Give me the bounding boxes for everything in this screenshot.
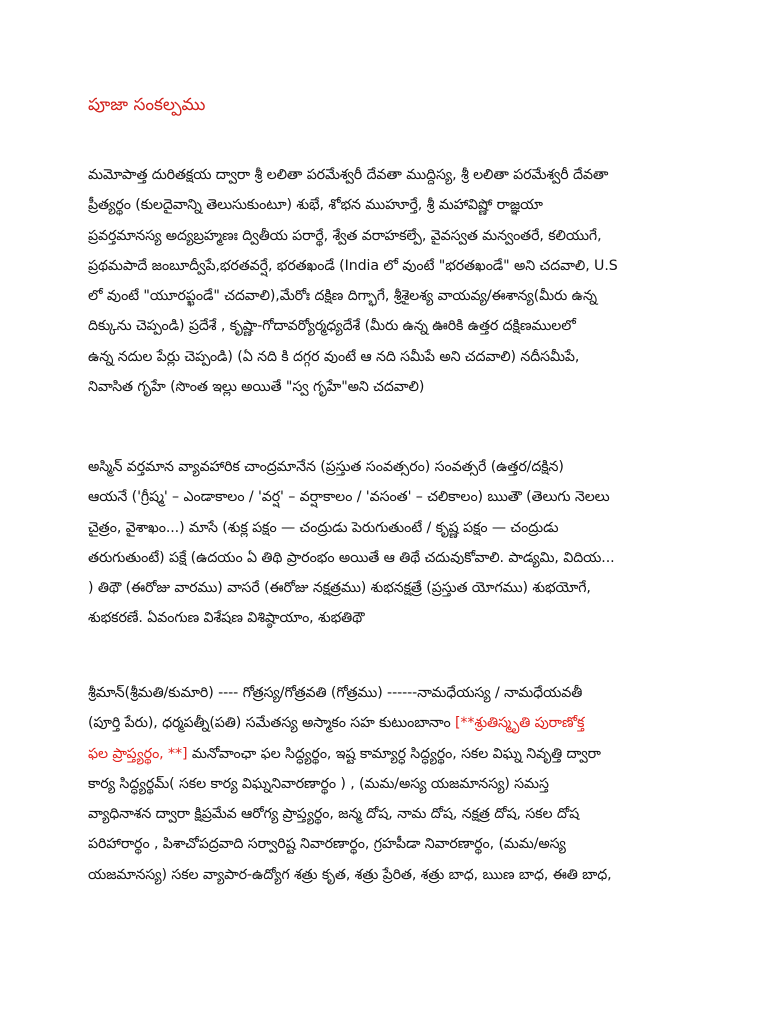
text-line: ప్రీత్యర్థం (కులదైవాన్ని తెలుసుకుంటూ) శుభే, శోభన ముహూర్తే, శ్రీ మహావిష్ణో రాజ్ఞయా (88, 197, 543, 214)
text-line (88, 769, 698, 799)
text-segment: పరిహారార్థం , పిశాచోపద్రవాది సర్వారిష్ట నివారణార్థం, గ్రహపీడా నివారణార్థం, (మమ/అస్య (88, 836, 566, 853)
text-line: తరుగుతుంటే) పక్షే (ఉదయం ఏ తిథి ప్రారంభం అయితే ఆ తిథే చదువుకోవాలి. పాడ్యమి, విదియ... (88, 549, 615, 566)
text-line (88, 739, 698, 769)
text-line: లో వుంటే "యూరప్ఖండే" చదవాలి),మేరోః దక్షిణ దిగ్భాగే, శ్రీశైలశ్య వాయవ్య/ఈశాన్య(మీరు ఉన్న (88, 288, 597, 305)
text-line (88, 829, 698, 859)
paragraph-2 (88, 452, 698, 634)
text-line: ప్రథమపాదే జంబూద్వీపే,భరతవర్షే, భరతఖండే (India లో వుంటే "భరతఖండే" అని చదవాలి, U.S (88, 257, 618, 274)
paragraph-3 (88, 678, 698, 890)
text-line: ప్రవర్తమానస్య అద్యబ్రహ్మణః ద్వితీయ పరార్థే, శ్వేత వరాహకల్పే, వైవస్వత మన్వంతరే, కలియుగే, (88, 227, 602, 244)
text-segment: మనోవాంఛా ఫల సిద్ధ్యర్థం, ఇష్ట కామ్యార్ధ సిద్ధ్యర్థం, సకల విఘ్న నివృత్తి ద్వారా (191, 745, 601, 762)
text-line: మమోపాత్త దురితక్షయ ద్వారా శ్రీ లలితా పరమేశ్వరీ దేవతా ముద్దిస్య, శ్రీ లలితా పరమేశ్వరీ దేవతా (88, 167, 609, 183)
text-line: ఆయనే ('గ్రీష్మ' – ఎండాకాలం / 'వర్ష' – వర్షాకాలం / 'వసంత' – చలికాలం) ఋతౌ (తెలుగు నెలలు (88, 489, 610, 506)
page-title: పూజా సంకల్పము (88, 95, 206, 115)
text-line: నివాసిత గృహే (సొంత ఇల్లు అయితే "స్వ గృహే"అని చదవాలి) (88, 379, 425, 396)
text-line (88, 708, 698, 738)
text-line: ఉన్న నదుల పేర్లు చెప్పండి) (ఏ నది కి దగ్గర వుంటే ఆ నది సమీపే అని చదవాలి) నదీసమీపే, (88, 348, 580, 365)
text-segment: కార్య సిద్ధ్యర్థమ్( సకల కార్య విఘ్ననివారణార్థం ) , (మమ/అస్య యజమానస్య) సమస్త (88, 775, 549, 792)
text-line (88, 860, 698, 890)
text-segment: యజమానస్య) సకల వ్యాపార-ఉద్యోగ శత్రు కృత, శత్రు ప్రేరిత, శత్రు బాధ, ఋణ బాధ, ఈతి బాధ, (88, 866, 612, 883)
text-line: ) తిథౌ (ఈరోజు వారము) వాసరే (ఈరోజు నక్షత్రము) శుభనక్షత్రే (ప్రస్తుత యోగము) శుభయోగే, (88, 580, 591, 597)
text-line (88, 799, 698, 829)
text-line: దిక్కును చెప్పండి) ప్రదేశే , కృష్ణా-గోదావర్యోర్మధ్యదేశే (మీరు ఉన్న ఊరికి ఉత్తర దక్షిణములలో (88, 318, 576, 335)
highlight-segment: ఫల ప్రాప్త్యర్థం, **] (88, 745, 188, 762)
text-line: శుభకరణే. ఏవంగుణ విశేషణ విశిష్ఠాయాం, శుభతిథౌ (88, 610, 365, 627)
text-line: చైత్రం, వైశాఖం...) మాసే (శుక్ల పక్షం — చంద్రుడు పెరుగుతుంటే / కృష్ణ పక్షం — చంద్రుడు (88, 519, 559, 536)
highlight-segment: [**శ్రుతిస్మృతి పురాణోక్త (455, 715, 585, 732)
text-line (88, 678, 698, 708)
text-segment: (పూర్తి పేరు), ధర్మపత్నీ(పతి) సమేతస్య అస్మాకం సహ కుటుంబానాం (88, 715, 455, 732)
text-line: అస్మిన్ వర్తమాన వ్యావహారిక చాంద్రమానేన (ప్రస్తుత సంవత్సరం) సంవత్సరే (ఉత్తర/దక్షిన) (88, 459, 564, 475)
paragraph-1 (88, 160, 698, 402)
text-segment: వ్యాధినాశన ద్వారా క్షిప్రమేవ ఆరోగ్య ప్రాప్త్యర్థం, జన్మ దోష, నామ దోష, నక్షత్ర దోష, సకల దోష (88, 806, 580, 823)
text-segment: శ్రీమాన్(శ్రీమతి/కుమారి) ---- గోత్రస్య/గోత్రవతి (గోత్రము) ------నామధేయస్య / నామధేయవతీ (88, 685, 583, 701)
